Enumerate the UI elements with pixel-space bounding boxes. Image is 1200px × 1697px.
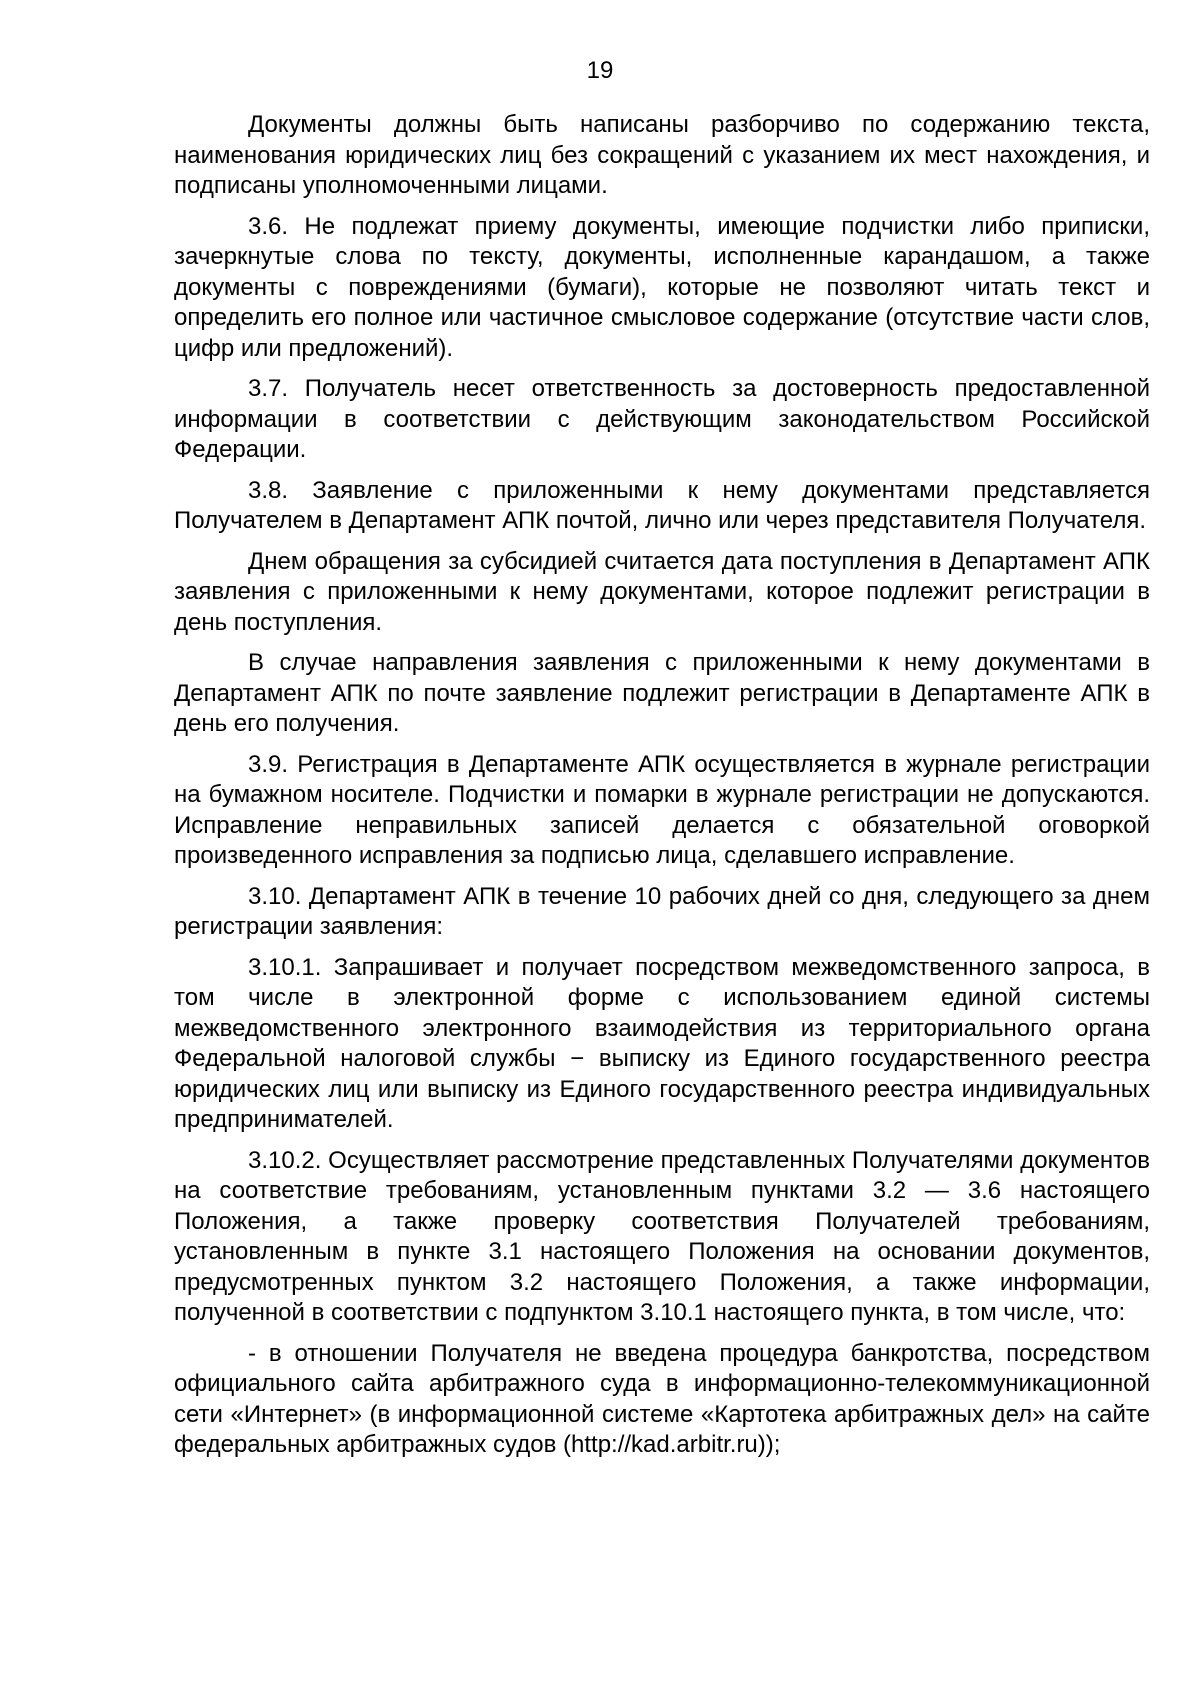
paragraph-bankruptcy-check: - в отношении Получателя не введена процедура банкротства, посредством официального сайта арбитражного суда в информационно-телекоммуникационной сети «Интернет» (в информационной системе «Картотека арбитражных дел» на сайте федеральных арбитражных судов (http://kad.arbitr.ru));: [174, 1339, 1150, 1458]
document-body: [174, 110, 1150, 1471]
paragraph-3-6: 3.6. Не подлежат приему документы, имеющие подчистки либо приписки, зачеркнутые слова по тексту, документы, исполненные карандашом, а также документы с повреждениями (бумаги), которые не позволяют читать текст и определить его полное или частичное смысловое содержание (отсутствие части слов, цифр или предложений).: [174, 212, 1150, 362]
paragraph-3-10: 3.10. Департамент АПК в течение 10 рабочих дней со дня, следующего за днем регистрации заявления:: [174, 882, 1150, 940]
paragraph-documents-requirements: Документы должны быть написаны разборчиво по содержанию текста, наименования юридических лиц без сокращений с указанием их мест нахождения, и подписаны уполномоченными лицами.: [174, 111, 1150, 199]
page-number: 19: [586, 57, 614, 84]
paragraph-3-9: 3.9. Регистрация в Департаменте АПК осуществляется в журнале регистрации на бумажном носителе. Подчистки и помарки в журнале регистрации не допускаются. Исправление неправильных записей делается с обязательной оговоркой произведенного исправления за подписью лица, сделавшего исправление.: [174, 750, 1150, 869]
paragraph-3-10-1: 3.10.1. Запрашивает и получает посредством межведомственного запроса, в том числе в электронной форме с использованием единой системы межведомственного электронного взаимодействия из территориального органа Федеральной налоговой службы − выписку из Единого государственного реестра юридических лиц или выписку из Единого государственного реестра индивидуальных предпринимателей.: [174, 953, 1150, 1133]
paragraph-3-8: 3.8. Заявление с приложенными к нему документами представляется Получателем в Департамент АПК почтой, лично или через представителя Получателя.: [174, 476, 1150, 534]
paragraph-3-7: 3.7. Получатель несет ответственность за достоверность предоставленной информации в соответствии с действующим законодательством Российской Федерации.: [174, 375, 1150, 463]
paragraph-application-date: Днем обращения за субсидией считается дата поступления в Департамент АПК заявления с приложенными к нему документами, которое подлежит регистрации в день поступления.: [174, 547, 1150, 636]
paragraph-3-10-2: 3.10.2. Осуществляет рассмотрение представленных Получателями документов на соответствие требованиям, установленным пунктами 3.2 — 3.6 настоящего Положения, а также проверку соответствия Получателей требованиям, установленным в пункте 3.1 настоящего Положения на основании документов, предусмотренных пунктом 3.2 настоящего Положения, а также информации, полученной в соответствии с подпунктом 3.10.1 настоящего пункта, в том числе, что:: [174, 1146, 1150, 1326]
paragraph-mail-registration: В случае направления заявления с приложенными к нему документами в Департамент АПК по почте заявление подлежит регистрации в Департаменте АПК в день его получения.: [174, 649, 1150, 737]
